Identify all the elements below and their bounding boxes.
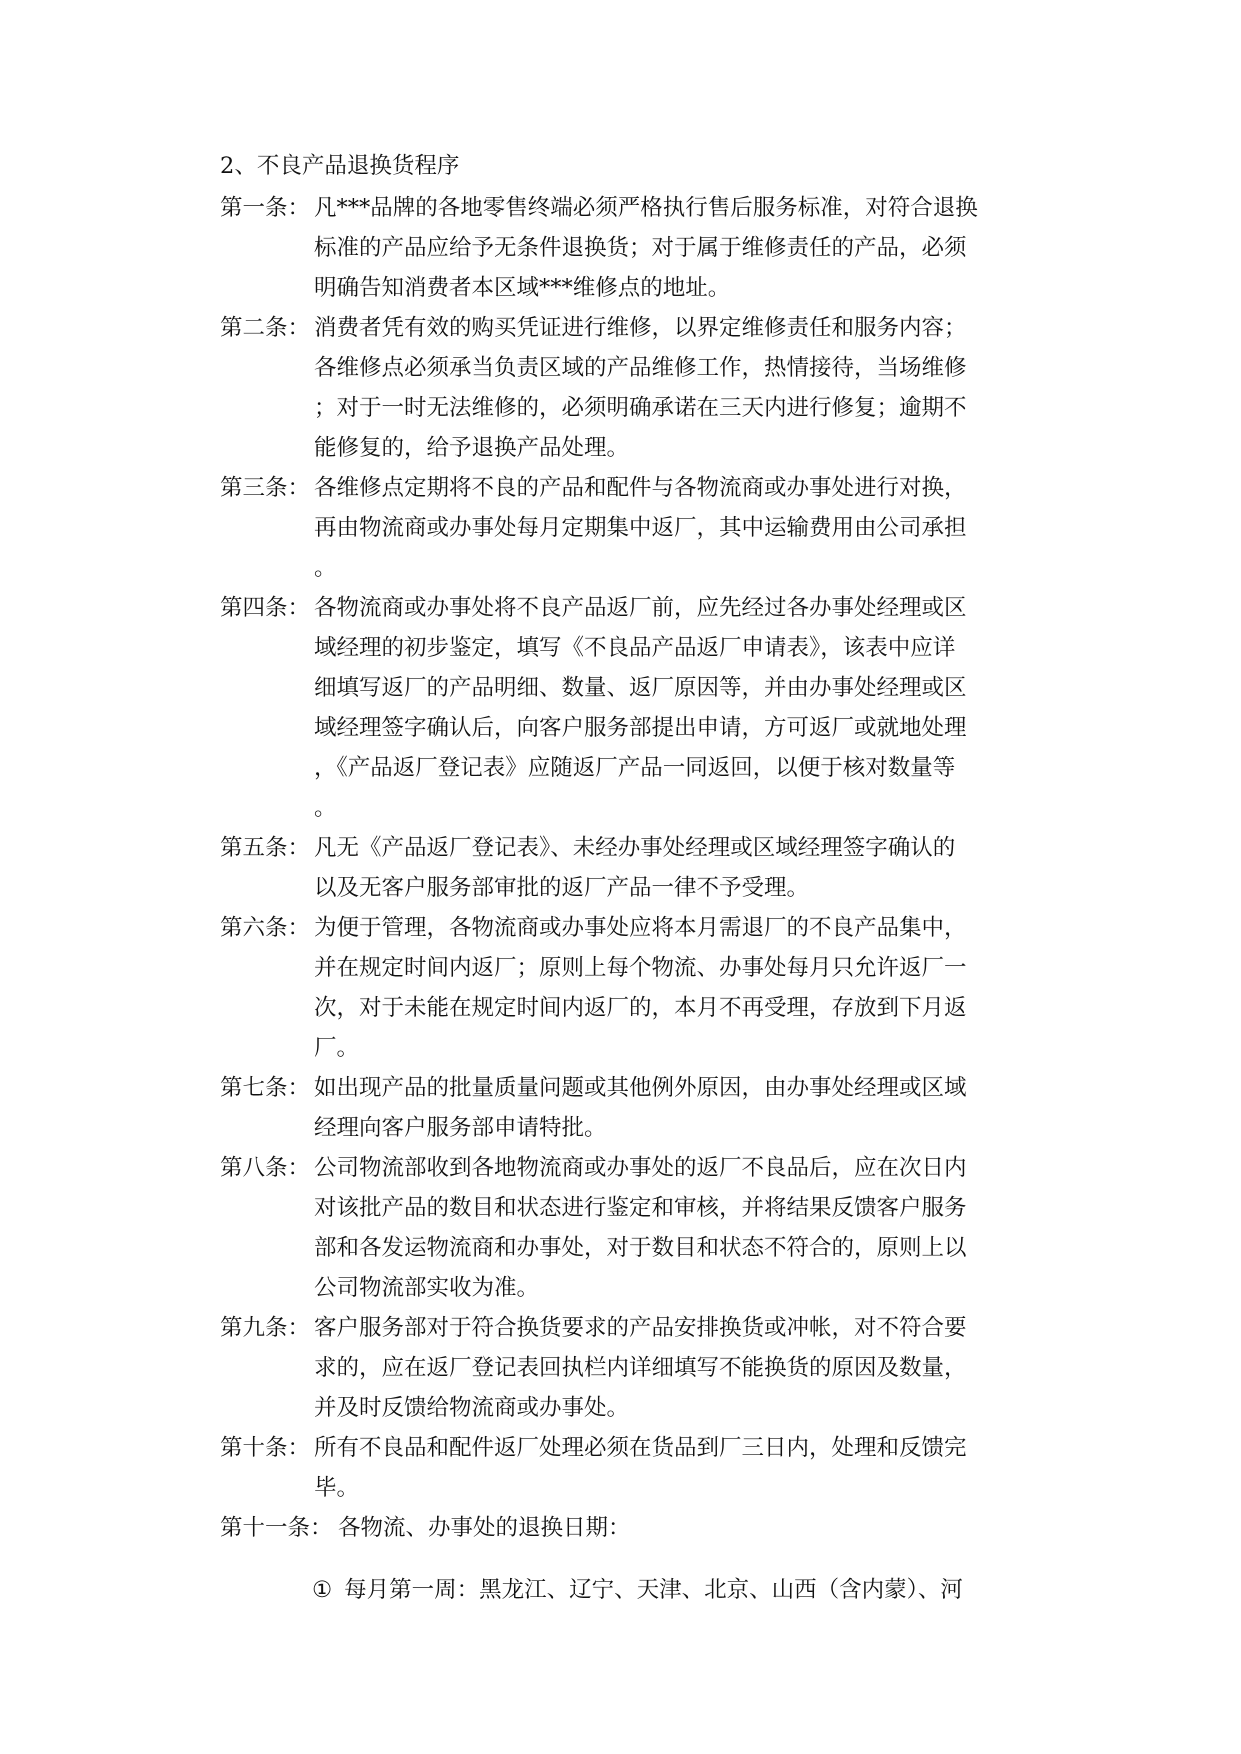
article-line: 消费者凭有效的购买凭证进行维修，以界定维修责任和服务内容； xyxy=(314,315,967,341)
article-line: 细填写返厂的产品明细、数量、返厂原因等，并由办事处经理或区 xyxy=(314,675,967,701)
article-label: 第十条： xyxy=(220,1435,311,1461)
article-line: ；对于一时无法维修的，必须明确承诺在三天内进行修复；逾期不 xyxy=(314,395,967,421)
article-label: 第九条： xyxy=(220,1315,311,1341)
schedule-item xyxy=(312,1570,963,1610)
article-5 xyxy=(220,828,1060,908)
article-label: 第三条： xyxy=(220,475,311,501)
article-body xyxy=(338,1508,1060,1548)
article-body xyxy=(314,188,1060,308)
article-4 xyxy=(220,588,1060,828)
article-body xyxy=(314,308,1060,468)
article-label: 第十一条： xyxy=(220,1515,333,1541)
article-line: 客户服务部对于符合换货要求的产品安排换货或冲帐，对不符合要 xyxy=(314,1315,967,1341)
article-line: 并及时反馈给物流商或办事处。 xyxy=(314,1395,630,1421)
article-body xyxy=(314,1308,1060,1428)
schedule-item-text: 每月第一周：黑龙江、辽宁、天津、北京、山西（含内蒙）、河 xyxy=(344,1577,963,1603)
article-line: 以及无客户服务部审批的返厂产品一律不予受理。 xyxy=(314,875,810,901)
article-list xyxy=(220,188,1060,1548)
article-line: 凡无《产品返厂登记表》、未经办事处经理或区域经理签字确认的 xyxy=(314,835,956,861)
article-line: 并在规定时间内返厂；原则上每个物流、办事处每月只允许返厂一 xyxy=(314,955,967,981)
article-line: 各物流商或办事处将不良产品返厂前，应先经过各办事处经理或区 xyxy=(314,595,967,621)
article-line: 标准的产品应给予无条件退换货；对于属于维修责任的产品，必须 xyxy=(314,235,967,261)
article-body xyxy=(314,1428,1060,1508)
article-line: 对该批产品的数目和状态进行鉴定和审核，并将结果反馈客户服务 xyxy=(314,1195,967,1221)
article-line: 次，对于未能在规定时间内返厂的，本月不再受理，存放到下月返 xyxy=(314,995,967,1021)
article-body xyxy=(314,828,1060,908)
article-line: 各维修点定期将不良的产品和配件与各物流商或办事处进行对换， xyxy=(314,475,967,501)
article-label: 第八条： xyxy=(220,1155,311,1181)
article-line: 公司物流部收到各地物流商或办事处的返厂不良品后，应在次日内 xyxy=(314,1155,967,1181)
article-8 xyxy=(220,1148,1060,1308)
article-body xyxy=(314,468,1060,588)
article-7 xyxy=(220,1068,1060,1148)
article-label: 第四条： xyxy=(220,595,311,621)
article-label: 第五条： xyxy=(220,835,311,861)
article-line: 如出现产品的批量质量问题或其他例外原因，由办事处经理或区域 xyxy=(314,1075,967,1101)
article-line: 。 xyxy=(314,555,337,581)
article-body xyxy=(314,908,1060,1068)
article-line: 。 xyxy=(314,795,337,821)
article-label: 第六条： xyxy=(220,915,311,941)
article-9 xyxy=(220,1308,1060,1428)
circled-number-marker: ① xyxy=(312,1577,333,1603)
article-line: 凡***品牌的各地零售终端必须严格执行售后服务标准，对符合退换 xyxy=(314,195,978,221)
article-label: 第七条： xyxy=(220,1075,311,1101)
article-line: 能修复的，给予退换产品处理。 xyxy=(314,435,630,461)
article-line: 明确告知消费者本区域***维修点的地址。 xyxy=(314,275,731,301)
article-3 xyxy=(220,468,1060,588)
article-line: 各物流、办事处的退换日期： xyxy=(338,1515,631,1541)
article-line: 厂。 xyxy=(314,1035,360,1061)
article-line: 域经理的初步鉴定，填写《不良品产品返厂申请表》，该表中应详 xyxy=(314,635,956,661)
article-2 xyxy=(220,308,1060,468)
article-line: 所有不良品和配件返厂处理必须在货品到厂三日内，处理和反馈完 xyxy=(314,1435,967,1461)
article-11 xyxy=(220,1508,1060,1548)
section-heading: 2、不良产品退换货程序 xyxy=(220,153,460,179)
article-line: 各维修点必须承当负责区域的产品维修工作，热情接待，当场维修 xyxy=(314,355,967,381)
article-line: 经理向客户服务部申请特批。 xyxy=(314,1115,607,1141)
article-line: 求的，应在返厂登记表回执栏内详细填写不能换货的原因及数量， xyxy=(314,1355,967,1381)
article-line: 公司物流部实收为准。 xyxy=(314,1275,540,1301)
article-body xyxy=(314,1068,1060,1148)
article-line: 部和各发运物流商和办事处，对于数目和状态不符合的，原则上以 xyxy=(314,1235,967,1261)
article-1 xyxy=(220,188,1060,308)
article-body xyxy=(314,1148,1060,1308)
article-line: 再由物流商或办事处每月定期集中返厂，其中运输费用由公司承担 xyxy=(314,515,967,541)
article-line: 为便于管理，各物流商或办事处应将本月需退厂的不良产品集中， xyxy=(314,915,967,941)
article-label: 第一条： xyxy=(220,195,311,221)
article-body xyxy=(314,588,1060,828)
article-line: 域经理签字确认后，向客户服务部提出申请，方可返厂或就地处理 xyxy=(314,715,967,741)
article-6 xyxy=(220,908,1060,1068)
article-10 xyxy=(220,1428,1060,1508)
article-line: 毕。 xyxy=(314,1475,360,1501)
article-label: 第二条： xyxy=(220,315,311,341)
article-line: ，《产品返厂登记表》应随返厂产品一同返回，以便于核对数量等 xyxy=(314,755,956,781)
